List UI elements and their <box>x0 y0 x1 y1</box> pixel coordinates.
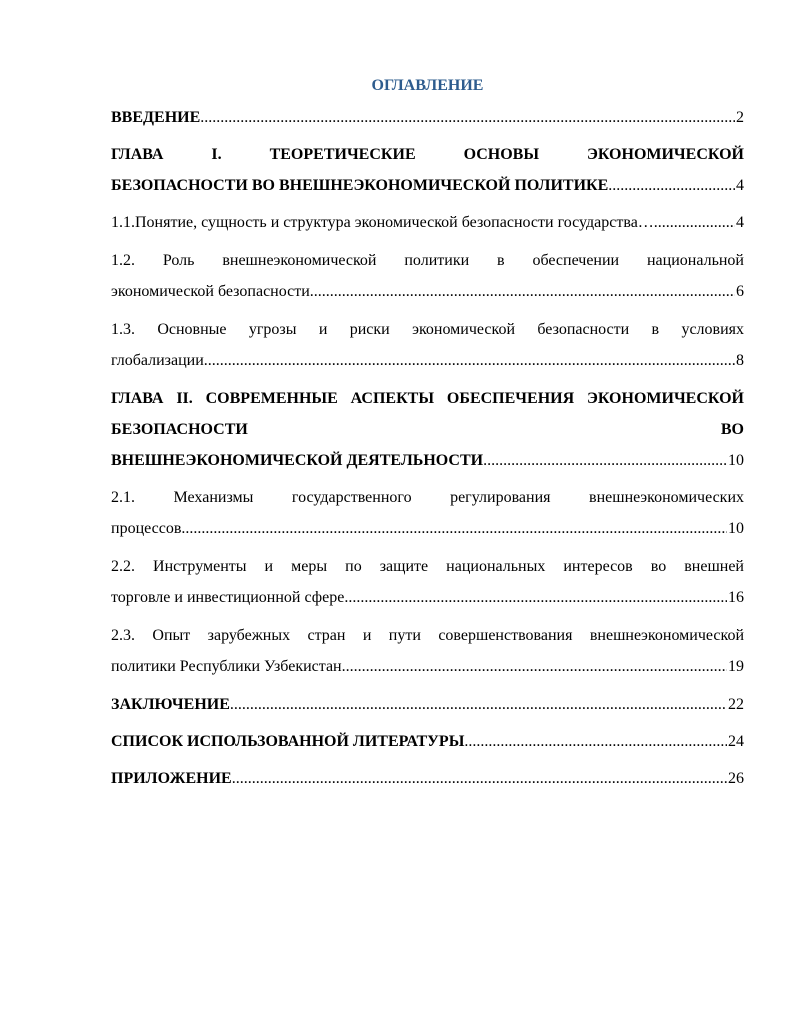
toc-page-number: 22 <box>728 696 744 713</box>
toc-entry-heading-start: 2.3. Опыт зарубежных стран и пути совершенствования внешнеэкономической <box>111 627 744 644</box>
toc-entry-heading-start: 2.1. Механизмы государственного регулирования внешнеэкономических <box>111 489 744 506</box>
dot-leader <box>464 726 727 757</box>
toc-entry-title: ПРИЛОЖЕНИЕ <box>111 770 232 787</box>
toc-entry-line <box>111 651 744 682</box>
dot-leader <box>608 170 735 201</box>
toc-page-number: 2 <box>736 109 744 126</box>
toc-entry[interactable] <box>111 620 744 682</box>
toc-entry-title: ЗАКЛЮЧЕНИЕ <box>111 696 230 713</box>
toc-entry-line <box>111 276 744 307</box>
toc-entry-line <box>111 513 744 544</box>
toc-page-number: 26 <box>728 770 744 787</box>
toc-entry[interactable] <box>111 482 744 544</box>
toc-entry[interactable] <box>111 383 744 476</box>
toc-entry[interactable] <box>111 207 744 238</box>
toc-entry-title: 1.1.Понятие, сущность и структура экономической безопасности государства… <box>111 214 654 231</box>
toc-entry-line <box>111 689 744 720</box>
toc-page-number: 10 <box>728 452 744 469</box>
toc-entry-heading-start: ГЛАВА II. СОВРЕМЕННЫЕ АСПЕКТЫ ОБЕСПЕЧЕНИЯ ЭКОНОМИЧЕСКОЙ БЕЗОПАСНОСТИ ВО <box>111 390 744 438</box>
toc-entry-heading-start: ГЛАВА I. ТЕОРЕТИЧЕСКИЕ ОСНОВЫ ЭКОНОМИЧЕСКОЙ <box>111 146 744 163</box>
toc-entry[interactable] <box>111 139 744 201</box>
toc-entry-heading-start: 1.2. Роль внешнеэкономической политики в обеспечении национальной <box>111 252 744 269</box>
document-page <box>111 72 744 800</box>
dot-leader <box>181 513 727 544</box>
dot-leader <box>200 102 735 133</box>
toc-page-number: 4 <box>736 177 744 194</box>
dot-leader <box>310 276 735 307</box>
toc-entry-title: экономической безопасности <box>111 283 310 300</box>
toc-page-number: 16 <box>728 589 744 606</box>
toc-title: ОГЛАВЛЕНИЕ <box>371 77 484 94</box>
toc-entry[interactable] <box>111 763 744 794</box>
toc-entry-heading-start: 1.3. Основные угрозы и риски экономической безопасности в условиях <box>111 321 744 338</box>
toc-entry[interactable] <box>111 245 744 307</box>
toc-page-number: 10 <box>728 520 744 537</box>
toc-entry-line <box>111 582 744 613</box>
toc-entry-title: процессов <box>111 520 182 537</box>
toc-entry-heading-start: 2.2. Инструменты и меры по защите национальных интересов во внешней <box>111 558 744 575</box>
toc-entry-line <box>111 170 744 201</box>
toc-entry[interactable] <box>111 551 744 613</box>
dot-leader <box>342 651 727 682</box>
toc-entry-line <box>111 102 744 133</box>
dot-leader <box>344 582 727 613</box>
toc-page-number: 6 <box>736 283 744 300</box>
toc-entry-title: торговле и инвестиционной сфере <box>111 589 345 606</box>
toc-entry[interactable] <box>111 314 744 376</box>
toc-entry-line <box>111 207 744 238</box>
toc-entry-title: СПИСОК ИСПОЛЬЗОВАННОЙ ЛИТЕРАТУРЫ <box>111 733 465 750</box>
dot-leader <box>232 763 727 794</box>
toc-entry-line <box>111 445 744 476</box>
dot-leader <box>204 345 735 376</box>
toc-entry[interactable] <box>111 726 744 757</box>
toc-page-number: 24 <box>728 733 744 750</box>
toc-entry-title: БЕЗОПАСНОСТИ ВО ВНЕШНЕЭКОНОМИЧЕСКОЙ ПОЛИТИКЕ <box>111 177 609 194</box>
toc-page-number: 19 <box>728 658 744 675</box>
toc-entry-title: глобализации <box>111 352 204 369</box>
toc-entry-title: политики Республики Узбекистан <box>111 658 342 675</box>
toc-entry-line <box>111 345 744 376</box>
toc-entry-title: ВНЕШНЕЭКОНОМИЧЕСКОЙ ДЕЯТЕЛЬНОСТИ <box>111 452 484 469</box>
dot-leader <box>230 689 727 720</box>
dot-leader <box>654 207 735 238</box>
toc-entry[interactable] <box>111 102 744 133</box>
toc-entry-title: ВВЕДЕНИЕ <box>111 109 201 126</box>
toc-entry-line <box>111 726 744 757</box>
toc-entry-line <box>111 763 744 794</box>
toc-page-number: 4 <box>736 214 744 231</box>
toc-entry[interactable] <box>111 689 744 720</box>
toc-list <box>111 102 744 794</box>
dot-leader <box>483 445 727 476</box>
toc-page-number: 8 <box>736 352 744 369</box>
